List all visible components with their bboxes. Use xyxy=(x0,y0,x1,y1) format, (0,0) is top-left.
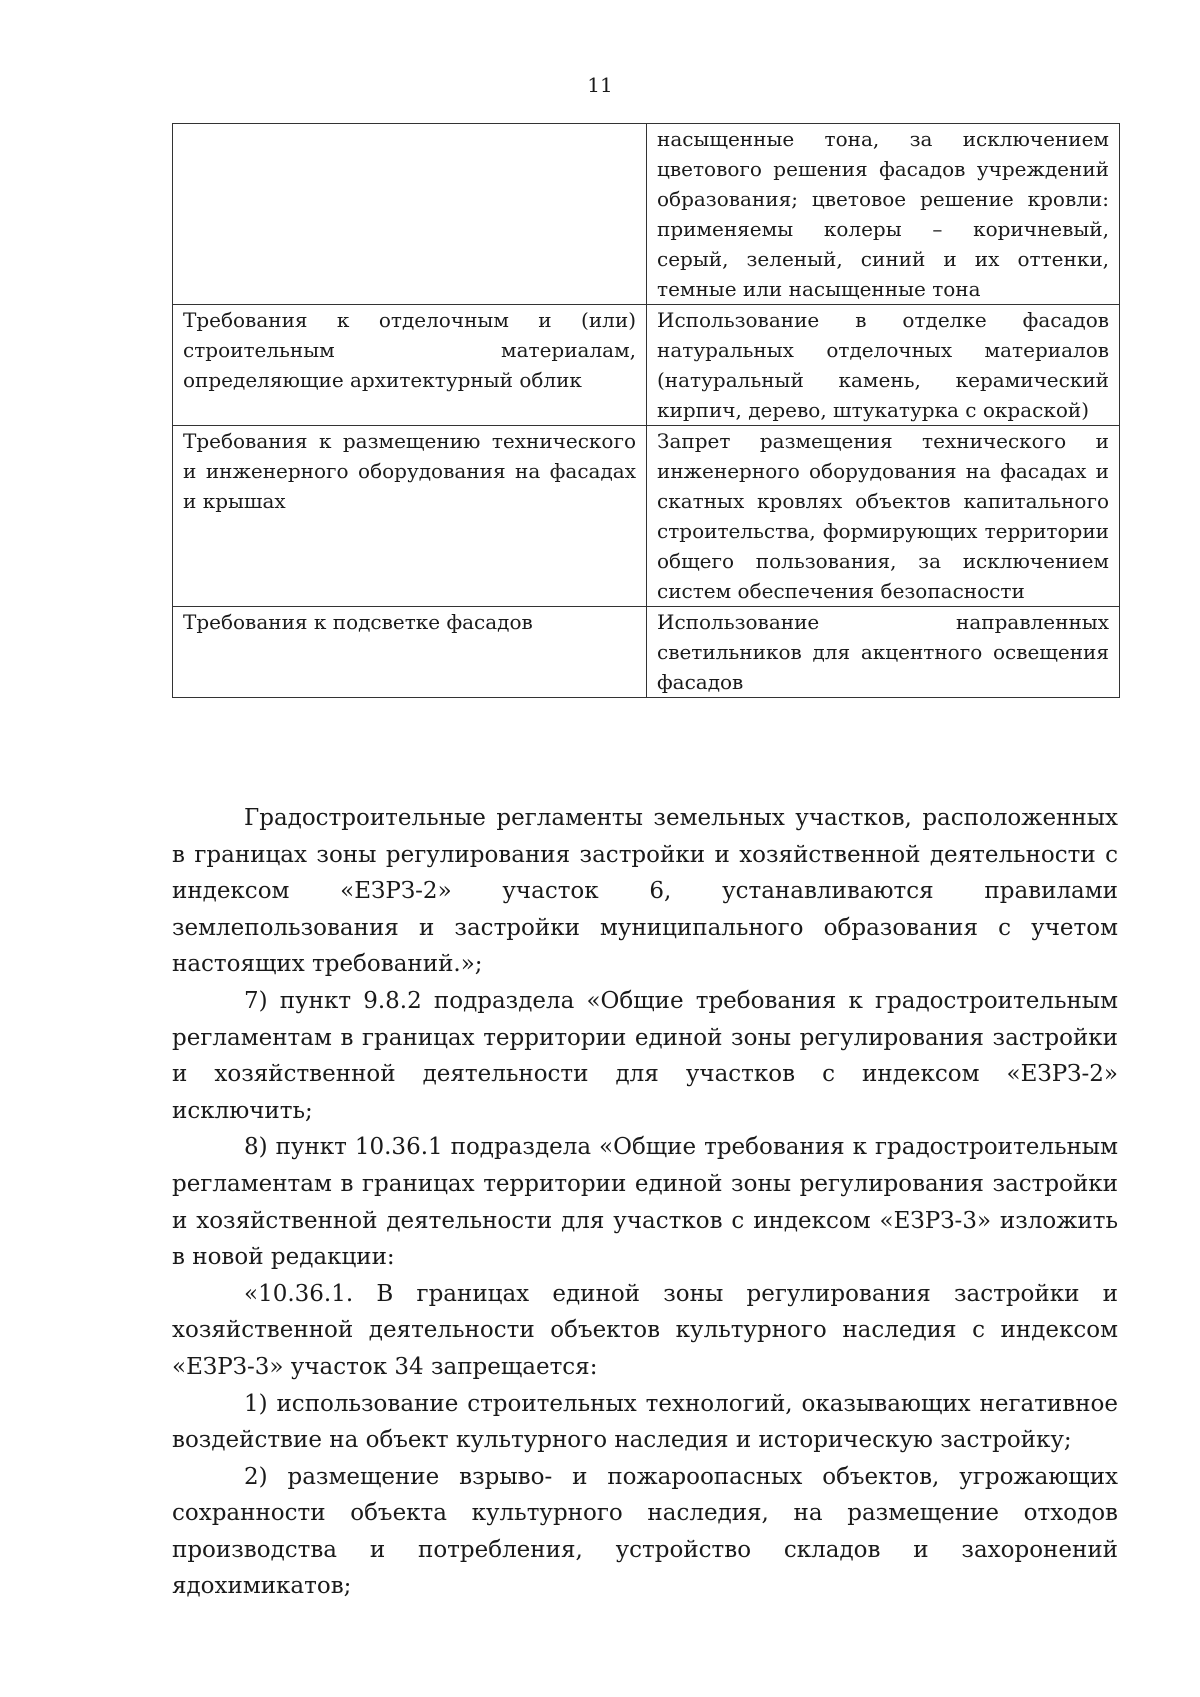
value-cell: Использование направленных светильников для акцентного освещения фасадов xyxy=(647,607,1120,698)
paragraph: 8) пункт 10.36.1 подраздела «Общие требования к градостроительным регламентам в границах территории единой зоны регулирования застройки и хозяйственной деятельности для участков с индексом «ЕЗРЗ-3» изложить в новой редакции: xyxy=(172,1134,1118,1271)
value-cell: Использование в отделке фасадов натуральных отделочных материалов (натуральный камень, керамический кирпич, дерево, штукатурка с окраской) xyxy=(647,305,1120,426)
body-text xyxy=(172,800,1118,1605)
paragraph: 7) пункт 9.8.2 подраздела «Общие требования к градостроительным регламентам в границах территории единой зоны регулирования застройки и хозяйственной деятельности для участков с индексом «ЕЗРЗ-2» исключить; xyxy=(172,987,1118,1124)
paragraph: «10.36.1. В границах единой зоны регулирования застройки и хозяйственной деятельности объектов культурного наследия с индексом «ЕЗРЗ-3» участок 34 запрещается: xyxy=(172,1280,1118,1380)
table-row xyxy=(173,124,1120,305)
page-number: 11 xyxy=(587,73,613,97)
paragraph: Градостроительные регламенты земельных участков, расположенных в границах зоны регулирования застройки и хозяйственной деятельности с индексом «ЕЗРЗ-2» участок 6, устанавливаются правилами землепользования и застройки муниципального образования с учетом настоящих требований.»; xyxy=(172,805,1118,978)
paragraph: 1) использование строительных технологий, оказывающих негативное воздействие на объект культурного наследия и историческую застройку; xyxy=(172,1390,1118,1454)
requirement-cell: Требования к подсветке фасадов xyxy=(173,607,647,698)
value-cell: Запрет размещения технического и инженерного оборудования на фасадах и скатных кровлях объектов капитального строительства, формирующих территории общего пользования, за исключением систем обеспечения безопасности xyxy=(647,426,1120,607)
paragraph: 2) размещение взрыво- и пожароопасных объектов, угрожающих сохранности объекта культурного наследия, на размещение отходов производства и потребления, устройство складов и захоронений ядохимикатов; xyxy=(172,1463,1118,1600)
requirement-cell: Требования к отделочным и (или) строительным материалам, определяющие архитектурный облик xyxy=(173,305,647,426)
table-row xyxy=(173,426,1120,607)
requirement-cell xyxy=(173,124,647,305)
requirement-cell: Требования к размещению технического и инженерного оборудования на фасадах и крышах xyxy=(173,426,647,607)
value-cell: насыщенные тона, за исключением цветового решения фасадов учреждений образования; цветовое решение кровли: применяемы колеры – коричневый, серый, зеленый, синий и их оттенки, темные или насыщенные тона xyxy=(647,124,1120,305)
requirements-table xyxy=(172,123,1120,698)
table-row xyxy=(173,607,1120,698)
table-row xyxy=(173,305,1120,426)
